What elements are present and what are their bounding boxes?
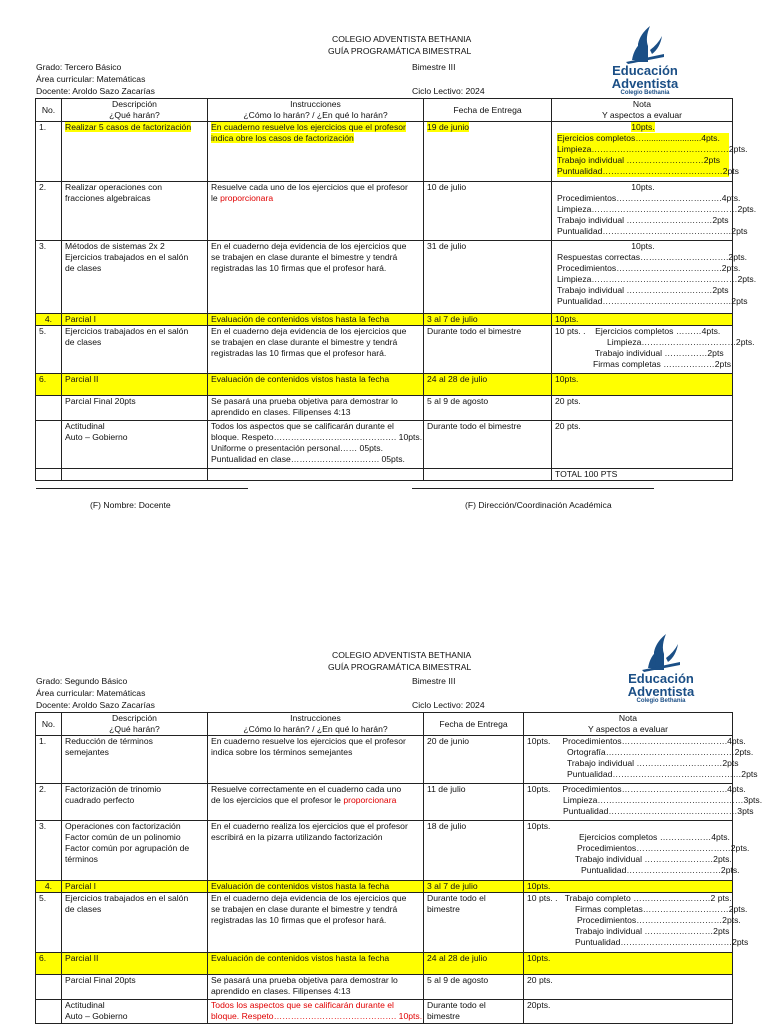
table-cell: Durante todo el bimestre [424,893,524,953]
table-cell [424,469,552,481]
table-cell: 24 al 28 de julio [424,374,552,396]
table-cell: Nota Y aspectos a evaluar [552,99,733,122]
table-row [36,1000,733,1024]
table-cell: Operaciones con factorización Factor común de un polinomio Factor común por agrupación de términos [62,821,208,881]
school-name: COLEGIO ADVENTISTA BETHANIA [332,650,472,660]
table-cell: 20 pts. [552,421,733,469]
table-cell [208,469,424,481]
school-name: COLEGIO ADVENTISTA BETHANIA [332,34,472,44]
table-cell: 4. [36,314,62,326]
table-cell: 10pts. Ejercicios completos…........................4pts. Limpieza…………………………………………2pts. Trabajo individual ………………………2pts Puntualidad……………………………………2pts [552,122,733,182]
table-cell: 1. [36,736,62,784]
table-row [36,396,733,421]
table-cell: Instrucciones ¿Cómo lo harán? / ¿En qué lo harán? [208,99,424,122]
table-cell: Instrucciones ¿Cómo lo harán? / ¿En qué lo harán? [208,713,424,736]
signature-line-docente [36,488,248,489]
table-cell: En cuaderno resuelve los ejercicios que el profesor indica obre los casos de factorización [208,122,424,182]
table-row [36,314,733,326]
table-cell: 3 al 7 de julio [424,314,552,326]
signature-line-direccion [412,488,654,489]
table-cell: Evaluación de contenidos vistos hasta la fecha [208,374,424,396]
table-cell: 5 al 9 de agosto [424,975,524,1000]
table-row [36,893,733,953]
table-header [36,99,733,122]
table-cell: 6. [36,374,62,396]
table-cell [36,1000,62,1024]
table-cell: 2. [36,182,62,241]
table-cell: 5. [36,326,62,374]
ciclo: Ciclo Lectivo: 2024 [412,86,485,96]
table-cell [36,975,62,1000]
table-cell: En el cuaderno deja evidencia de los ejercicios que se trabajen en clase durante el bimestre y tendrá registradas las 10 firmas que el profesor hará. [208,326,424,374]
table-cell: 1. [36,122,62,182]
table-cell: Resuelve correctamente en el cuaderno cada uno de los ejercicios que el profesor le proporcionara [208,784,424,821]
table-cell: 3. [36,821,62,881]
logo: Educación Adventista Colegio Bethania [590,24,700,94]
table-cell: 6. [36,953,62,975]
doc2-table [35,712,763,1024]
table-cell: Parcial Final 20pts [62,396,208,421]
table-cell: 5 al 9 de agosto [424,396,552,421]
table-cell: Evaluación de contenidos vistos hasta la fecha [208,881,424,893]
signature-docente: (F) Nombre: Docente [90,500,171,510]
table-cell: En el cuaderno realiza los ejercicios que el profesor escribirá en la pizarra utilizando factorización [208,821,424,881]
table-cell: Actitudinal Auto – Gobierno [62,1000,208,1024]
table-cell: Todos los aspectos que se calificarán durante el bloque. Respeto……………………………………. 10pts. [208,1000,424,1024]
ciclo: Ciclo Lectivo: 2024 [412,700,485,710]
table-cell: 20 pts. [552,396,733,421]
logo: Educación Adventista Colegio Bethania [606,632,716,702]
table-row [36,821,733,881]
table-cell: En el cuaderno deja evidencia de los ejercicios que se trabajen en clase durante el bimestre y tendrá registradas las 10 firmas que el profesor hará. [208,893,424,953]
table-cell: 3 al 7 de julio [424,881,524,893]
table-row [36,469,733,481]
table-row [36,975,733,1000]
signature-direccion: (F) Dirección/Coordinación Académica [465,500,612,510]
table-row [36,374,733,396]
table-cell: 10pts. [524,953,733,975]
table-cell: 11 de julio [424,784,524,821]
table-cell: Se pasará una prueba objetiva para demostrar lo aprendido en clases. Filipenses 4:13 [208,975,424,1000]
table-row [36,881,733,893]
table-cell: En cuaderno resuelve los ejercicios que el profesor indica sobre los términos semejantes [208,736,424,784]
table-cell: Descripción ¿Qué harán? [62,99,208,122]
guide-title: GUÍA PROGRAMÁTICA BIMESTRAL [328,46,472,56]
table-cell: 10pts. [552,314,733,326]
guide-title: GUÍA PROGRAMÁTICA BIMESTRAL [328,662,472,672]
table-cell: 4. [36,881,62,893]
bimestre: Bimestre III [412,676,456,686]
table-cell: 10pts. [552,374,733,396]
grado: Grado: Tercero Básico [36,62,122,72]
table-cell: Realizar 5 casos de factorización [62,122,208,182]
table-cell: 31 de julio [424,241,552,314]
table-cell: 10 pts. . Ejercicios completos ………4pts. Limpieza……………………………2pts. Trabajo individual ……………2pts Firmas completas ………………2pts [552,326,733,374]
bimestre: Bimestre III [412,62,456,72]
table-cell: Ejercicios trabajados en el salón de clases [62,326,208,374]
table-cell: Durante todo el bimestre [424,326,552,374]
table-cell: Evaluación de contenidos vistos hasta la fecha [208,953,424,975]
table-cell: Realizar operaciones con fracciones algebraicas [62,182,208,241]
area: Área curricular: Matemáticas [36,688,146,698]
table-row [36,326,733,374]
table-cell: 10pts. Respuestas correctas………………………….2pts. Procedimientos……………………………….2pts. Limpieza……………………………………………2pts. Trabajo individual …………………………2pts Puntualidad………………………………………2pts [552,241,733,314]
table-cell: No. [36,99,62,122]
table-cell: Todos los aspectos que se calificarán durante el bloque. Respeto……………………………………. 10pts. Uniforme o presentación personal…… 05pts. Puntualidad en clase…………………………. 05pts. [208,421,424,469]
docente: Docente: Aroldo Sazo Zacarías [36,86,155,96]
table-cell: 10pts. Procedimientos……………………………….4pts. Limpieza……………………………………………2pts. Trabajo individual …………………………2pts Puntualidad………………………………………2pts [552,182,733,241]
table-cell: 2. [36,784,62,821]
table-cell: 10 pts. . Trabajo completo ………………………2 pts. Firmas completas…………………………2pts. Procedimientos…………………………2pts. Trabajo individual ……………………2pts Puntualidad…………………………………2pts [524,893,733,953]
table-cell: Parcial I [62,314,208,326]
table-cell: Actitudinal Auto – Gobierno [62,421,208,469]
table-cell: 24 al 28 de julio [424,953,524,975]
table-cell: 3. [36,241,62,314]
logo-flame-icon [606,632,716,672]
table-cell: 18 de julio [424,821,524,881]
table-cell [62,469,208,481]
table-row [36,182,733,241]
logo-flame-icon [590,24,700,64]
table-row [36,241,733,314]
table-cell: No. [36,713,62,736]
table-cell: Evaluación de contenidos vistos hasta la fecha [208,314,424,326]
table-row [36,953,733,975]
table-row [36,784,733,821]
table-cell: Parcial II [62,374,208,396]
table-cell: Descripción ¿Qué harán? [62,713,208,736]
table-cell: 10pts. Procedimientos……………………………….4pts. Limpieza……………………………………………3pts. Puntualidad………………………………………3pts [524,784,733,821]
total: TOTAL 100 PTS [552,469,733,481]
table-cell: Factorización de trinomio cuadrado perfecto [62,784,208,821]
table-cell: Ejercicios trabajados en el salón de clases [62,893,208,953]
table-cell: 10pts. Ejercicios completos ………………4pts. Procedimientos……………………………2pts. Trabajo individual ……………………2pts. Puntualidad……………………………2pts. [524,821,733,881]
table-cell [36,396,62,421]
table-cell: Nota Y aspectos a evaluar [524,713,733,736]
table-cell: 10pts. Procedimientos……………………………….4pts. Ortografía………………………………………2pts. Trabajo individual …………………………2pts Puntualidad………………………………………2pts [524,736,733,784]
table-cell: 10 de julio [424,182,552,241]
table-cell: Se pasará una prueba objetiva para demostrar lo aprendido en clases. Filipenses 4:13 [208,396,424,421]
table-cell: 19 de junio [424,122,552,182]
table-cell: Reducción de términos semejantes [62,736,208,784]
docente: Docente: Aroldo Sazo Zacarías [36,700,155,710]
table-cell: Parcial I [62,881,208,893]
table-cell: Fecha de Entrega [424,99,552,122]
area: Área curricular: Matemáticas [36,74,146,84]
table-cell [36,469,62,481]
doc1-table [35,98,757,481]
table-cell: Fecha de Entrega [424,713,524,736]
table-cell [36,421,62,469]
grado: Grado: Segundo Básico [36,676,128,686]
table-cell: 20pts. [524,1000,733,1024]
table-cell: 10pts. [524,881,733,893]
table-cell: 20 de junio [424,736,524,784]
table-cell: Métodos de sistemas 2x 2 Ejercicios trabajados en el salón de clases [62,241,208,314]
table-cell: Parcial Final 20pts [62,975,208,1000]
table-cell: 5. [36,893,62,953]
table-row [36,736,733,784]
table-cell: Durante todo el bimestre [424,1000,524,1024]
table-header [36,713,733,736]
table-cell: En el cuaderno deja evidencia de los ejercicios que se trabajen en clase durante el bimestre y tendrá registradas las 10 firmas que el profesor hará. [208,241,424,314]
table-cell: Durante todo el bimestre [424,421,552,469]
table-row [36,421,733,469]
table-cell: Resuelve cada uno de los ejercicios que el profesor le proporcionara [208,182,424,241]
table-cell: 20 pts. [524,975,733,1000]
table-row [36,122,733,182]
table-cell: Parcial II [62,953,208,975]
